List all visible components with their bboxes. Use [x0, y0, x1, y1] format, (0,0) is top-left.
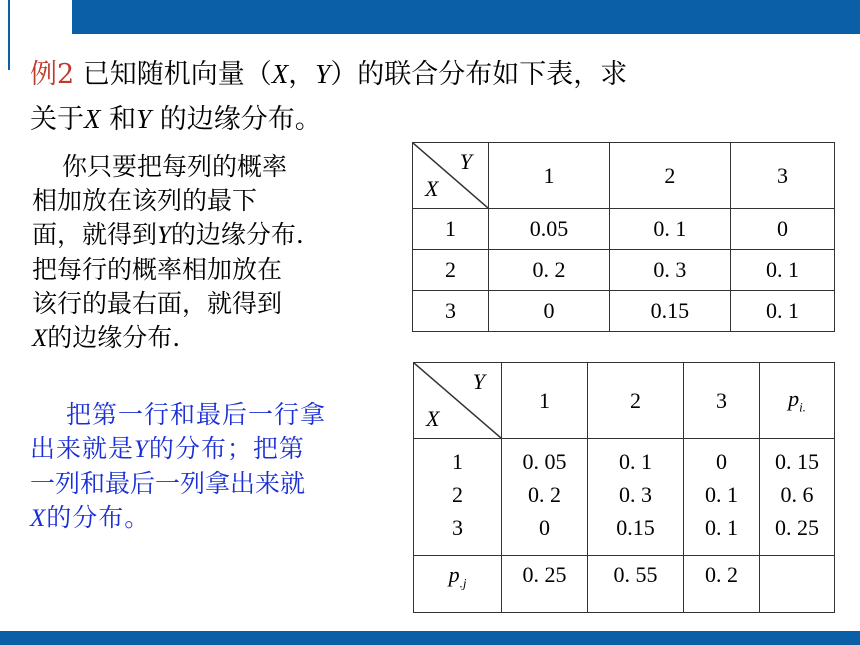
pj-symbol: p: [448, 562, 460, 587]
title-var-x: X: [271, 59, 289, 89]
table1-row-label: 2: [413, 250, 489, 291]
title-text-4: 和: [100, 104, 137, 135]
x-value: 2: [452, 482, 463, 507]
exp1-line-6b: 的边缘分布.: [47, 323, 181, 352]
exp2-line-3: 一列和最后一列拿出来就: [30, 469, 306, 498]
table2-cell: 0. 05: [522, 449, 567, 474]
pj-value: 0. 2: [684, 556, 760, 613]
table2-cell: 0: [716, 449, 727, 474]
table1-cell: 0. 1: [730, 291, 834, 332]
table1-cell: 0: [489, 291, 610, 332]
table1-cell: 0. 1: [609, 209, 730, 250]
exp1-line-2: 相加放在该列的最下: [32, 186, 258, 215]
bottom-bar: [0, 631, 860, 645]
table2-cell: 0.15: [616, 515, 655, 540]
table2-cell: 0. 1: [705, 515, 738, 540]
table2-header-cell: 3: [684, 363, 760, 439]
table1-row-label: 3: [413, 291, 489, 332]
x-value: 1: [452, 449, 463, 474]
table2-cell: 0. 3: [619, 482, 652, 507]
top-bar-corner-box: [0, 0, 74, 34]
table1-header-cell: 1: [489, 143, 610, 209]
table2-corner-x: X: [426, 406, 440, 431]
title-text-5: 的边缘分布。: [151, 104, 322, 135]
exp1-line-1: 你只要把每列的概率: [62, 152, 288, 181]
table2-cell: 0. 2: [528, 482, 561, 507]
top-bar: [0, 0, 860, 34]
table1-cell: 0: [730, 209, 834, 250]
table1-corner-x: X: [425, 176, 439, 201]
explanation-black: [32, 150, 372, 356]
exp2-var-x: X: [30, 505, 47, 532]
table1-header-cell: 3: [730, 143, 834, 209]
table-row: [413, 209, 835, 250]
example-label: 例2: [30, 59, 75, 90]
table1-cell: 0.05: [489, 209, 610, 250]
title-text-2: ）的联合分布如下表，求: [330, 59, 628, 90]
table-row: [413, 250, 835, 291]
table2-empty-cell: [760, 556, 835, 613]
table2-col-2: [588, 439, 684, 556]
exp2-line-2a: 出来就是: [30, 434, 135, 463]
exp2-var-y: Y: [134, 436, 149, 463]
table2-pi-header: [760, 363, 835, 439]
exp1-line-5: 该行的最右面，就得到: [32, 289, 283, 318]
exp1-var-y: Y: [157, 222, 171, 249]
table2-header-cell: 2: [588, 363, 684, 439]
table2-pj-label: [414, 556, 502, 613]
table1-cell: 0.15: [609, 291, 730, 332]
table2-pi-col: [760, 439, 835, 556]
title-comma: ，: [288, 59, 316, 90]
exp1-line-3a: 面，就得到: [32, 220, 158, 249]
table2-cell: 0. 1: [619, 449, 652, 474]
explanation-blue: [30, 398, 410, 536]
pj-value: 0. 25: [502, 556, 588, 613]
exp2-line-4b: 的分布。: [46, 503, 151, 532]
exp1-var-x: X: [32, 325, 48, 352]
table1-corner-y: Y: [459, 149, 472, 174]
table2-col-3: [684, 439, 760, 556]
pi-value: 0. 15: [775, 449, 819, 474]
pi-value: 0. 6: [780, 482, 814, 507]
table2-cell: 0. 1: [705, 482, 738, 507]
exp2-line-1: 把第一行和最后一行拿: [66, 400, 327, 429]
title-text-3: 关于: [30, 104, 84, 135]
table1-cell: 0. 3: [609, 250, 730, 291]
table-row: [414, 556, 835, 613]
problem-statement: [30, 52, 830, 142]
pi-subscript: i.: [799, 399, 806, 415]
table2-header-cell: 1: [502, 363, 588, 439]
table2-corner-cell: [414, 363, 502, 439]
table2-cell: 0: [539, 515, 550, 540]
exp2-line-2b: 的分布；把第: [148, 434, 305, 463]
table1-row-label: 1: [413, 209, 489, 250]
title-var-x2: X: [84, 104, 101, 134]
table1-cell: 0. 2: [489, 250, 610, 291]
pj-value: 0. 55: [588, 556, 684, 613]
left-accent-line: [8, 0, 10, 70]
table2-corner-y: Y: [472, 369, 485, 394]
exp1-line-3b: 的边缘分布.: [170, 220, 304, 249]
table1-cell: 0. 1: [730, 250, 834, 291]
table2-x-values: [414, 439, 502, 556]
joint-distribution-table: [412, 142, 835, 332]
table-row: [414, 439, 835, 556]
title-var-y2: Y: [136, 104, 152, 134]
marginal-distribution-table: [413, 362, 835, 613]
table2-col-1: [502, 439, 588, 556]
title-var-y: Y: [315, 59, 331, 89]
exp1-line-4: 把每行的概率相加放在: [32, 255, 283, 284]
table-row: [413, 291, 835, 332]
x-value: 3: [452, 515, 463, 540]
table1-corner-cell: [413, 143, 489, 209]
pi-value: 0. 25: [775, 515, 819, 540]
table1-header-cell: 2: [609, 143, 730, 209]
pj-subscript: .j: [459, 575, 467, 591]
title-text-1: 已知随机向量（: [74, 59, 272, 90]
pi-symbol: p: [788, 385, 800, 411]
